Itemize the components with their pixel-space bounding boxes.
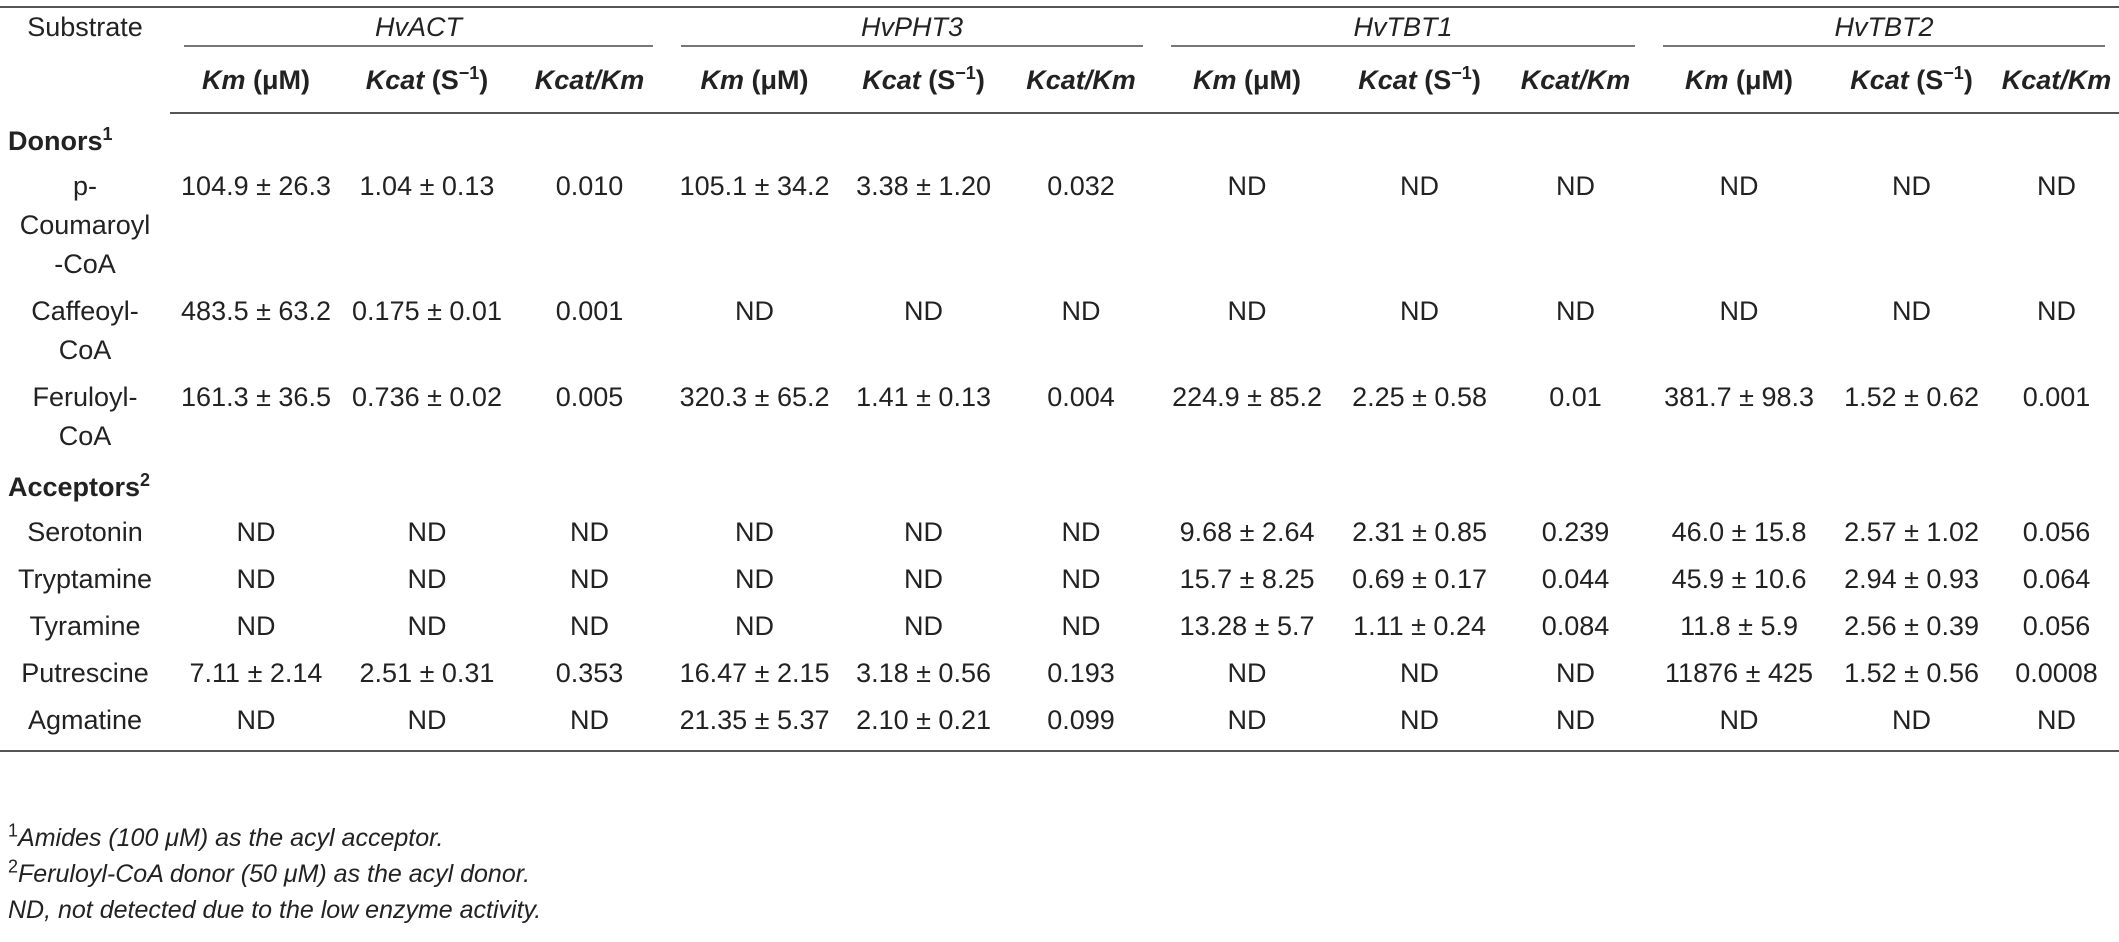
table-cell: ND <box>407 517 447 547</box>
table-cell: ND <box>1556 658 1596 688</box>
table-cell: 1.04 ± 0.13 <box>359 171 495 201</box>
section-label: Acceptors$^2$ <box>8 470 151 502</box>
table-cell: ND <box>904 611 944 641</box>
table-cell: 0.004 <box>1047 382 1115 412</box>
table-cell: ND <box>236 611 276 641</box>
table-cell: 161.3 ± 36.5 <box>181 382 331 412</box>
enzyme-header-hvtbt2: HvTBT2 <box>1649 7 2119 47</box>
table-cell: ND <box>1227 296 1267 326</box>
table-cell: ND <box>570 517 610 547</box>
table-cell: ND <box>1502 697 1649 751</box>
substrate-header: Substrate <box>0 7 170 113</box>
table-row <box>0 650 2119 697</box>
table-cell: ND <box>1400 296 1440 326</box>
table-cell: 0.736 ± 0.02 <box>352 382 502 412</box>
table-cell: 0.064 <box>2022 564 2091 594</box>
table-row <box>0 697 2119 751</box>
table-row <box>0 163 2119 288</box>
table-cell: 1.41 ± 0.13 <box>856 382 991 412</box>
table-cell: ND <box>512 697 667 751</box>
table-cell: 2.31 ± 0.85 <box>1352 517 1487 547</box>
table-cell: 0.175 ± 0.01 <box>352 296 502 326</box>
table-cell: 224.9 ± 85.2 <box>1172 382 1322 412</box>
table-cell: 2.94 ± 0.93 <box>1844 564 1979 594</box>
table-cell: 0.084 <box>1541 611 1610 641</box>
table-cell: ND <box>735 296 775 326</box>
table-cell: 9.68 ± 2.64 <box>1179 517 1315 547</box>
table-cell: ND <box>1337 697 1502 751</box>
enzyme-header-row <box>0 7 2119 47</box>
table-cell: 0.010 <box>555 171 624 201</box>
table-cell: ND <box>735 564 775 594</box>
footnote: ND, not detected due to the low enzyme activity. <box>8 896 542 924</box>
table-cell: 7.11 ± 2.14 <box>189 658 323 688</box>
table-cell: 11876 ± 425 <box>1665 658 1813 688</box>
substrate-name: Tyramine <box>29 611 141 641</box>
table-cell: ND <box>342 697 512 751</box>
table-cell: ND <box>2037 171 2077 201</box>
table-cell: 1.11 ± 0.24 <box>1353 611 1486 641</box>
table-cell: 46.0 ± 15.8 <box>1671 517 1807 547</box>
table-cell: 0.001 <box>2022 382 2091 412</box>
kinetics-table <box>0 6 2119 752</box>
substrate-name: Putrescine <box>21 658 149 688</box>
table-cell: ND <box>1719 171 1759 201</box>
table-row <box>0 556 2119 603</box>
table-cell: 15.7 ± 8.25 <box>1179 564 1315 594</box>
table-body <box>0 113 2119 751</box>
table-cell: 381.7 ± 98.3 <box>1664 382 1814 412</box>
table-cell: 21.35 ± 5.37 <box>667 697 842 751</box>
table-cell: 0.0008 <box>2015 658 2098 688</box>
table-cell: ND <box>1892 296 1932 326</box>
table-cell: ND <box>1061 564 1101 594</box>
table-cell: ND <box>1157 697 1337 751</box>
table-cell: ND <box>236 564 276 594</box>
table-cell: ND <box>1829 697 1994 751</box>
table-cell: ND <box>570 611 610 641</box>
substrate-name: Caffeoyl- CoA <box>31 296 139 365</box>
substrate-name: Feruloyl- CoA <box>32 382 138 451</box>
table-cell: 0.056 <box>2022 611 2091 641</box>
table-cell: 45.9 ± 10.6 <box>1671 564 1807 594</box>
table-cell: 0.005 <box>555 382 624 412</box>
kcat-header: Kcat $(S^{-1})$ <box>842 47 1005 113</box>
table-cell: ND <box>1556 296 1596 326</box>
enzyme-header-hvact: HvACT <box>170 7 667 47</box>
table-cell: ND <box>1227 658 1267 688</box>
table-cell: 11.8 ± 5.9 <box>1680 611 1798 641</box>
table-row <box>0 603 2119 650</box>
section-row <box>0 460 2119 509</box>
footnote: $^2$Feruloyl-CoA donor (50 μM) as the acyl donor. <box>8 856 531 888</box>
km-header: Km (μM) <box>667 47 842 113</box>
km-header: Km (μM) <box>170 47 342 113</box>
km-header: Km (μM) <box>1157 47 1337 113</box>
table-cell: ND <box>1061 517 1101 547</box>
table-cell: 0.01 <box>1549 382 1602 412</box>
table-cell: ND <box>1400 171 1440 201</box>
section-label: Donors$^1$ <box>8 124 113 156</box>
table-cell: 2.57 ± 1.02 <box>1844 517 1979 547</box>
table-cell: ND <box>1556 171 1596 201</box>
table-cell: 0.353 <box>555 658 624 688</box>
kcat-header: Kcat $(S^{-1})$ <box>342 47 512 113</box>
km-header: Km (μM) <box>1649 47 1829 113</box>
table-cell: 2.10 ± 0.21 <box>842 697 1005 751</box>
kcat-km-header: Kcat/Km <box>1005 47 1157 113</box>
table-cell: ND <box>570 564 610 594</box>
table-cell: 16.47 ± 2.15 <box>679 658 830 688</box>
table-cell: ND <box>735 517 775 547</box>
substrate-name: Agmatine <box>0 697 170 751</box>
table-cell: ND <box>1649 697 1829 751</box>
table-cell: 105.1 ± 34.2 <box>679 171 830 201</box>
kcat-header: Kcat $(S^{-1})$ <box>1337 47 1502 113</box>
substrate-name: p- Coumaroyl -CoA <box>19 171 151 279</box>
parameter-header-row <box>0 47 2119 113</box>
footnote: $^1$Amides (100 μM) as the acyl acceptor. <box>8 820 444 852</box>
table-cell: ND <box>2037 296 2077 326</box>
section-row <box>0 113 2119 163</box>
table-cell: ND <box>1061 611 1101 641</box>
substrate-name: Serotonin <box>27 517 143 547</box>
table-cell: ND <box>170 697 342 751</box>
enzyme-header-hvtbt1: HvTBT1 <box>1157 7 1649 47</box>
table-cell: 3.18 ± 0.56 <box>856 658 991 688</box>
kcat-km-header: Kcat/Km <box>1994 47 2119 113</box>
table-cell: 483.5 ± 63.2 <box>181 296 331 326</box>
table-cell: 0.032 <box>1047 171 1115 201</box>
table-cell: ND <box>407 611 447 641</box>
table-cell: ND <box>904 564 944 594</box>
table-cell: 0.044 <box>1541 564 1610 594</box>
footnotes <box>8 820 541 928</box>
table-cell: 3.38 ± 1.20 <box>856 171 991 201</box>
kcat-km-header: Kcat/Km <box>512 47 667 113</box>
table-cell: 0.69 ± 0.17 <box>1352 564 1487 594</box>
table-cell: ND <box>1892 171 1932 201</box>
table-cell: ND <box>236 517 276 547</box>
table-cell: 1.52 ± 0.62 <box>1844 382 1979 412</box>
table-cell: ND <box>1400 658 1440 688</box>
table-cell: ND <box>1994 697 2119 751</box>
table-cell: ND <box>1061 296 1101 326</box>
table-row <box>0 288 2119 374</box>
table-cell: 2.51 ± 0.31 <box>359 658 495 688</box>
table-cell: 0.056 <box>2022 517 2091 547</box>
table-cell: 0.193 <box>1047 658 1115 688</box>
kcat-km-header: Kcat/Km <box>1502 47 1649 113</box>
table-cell: ND <box>904 296 944 326</box>
table-cell: 1.52 ± 0.56 <box>1844 658 1979 688</box>
table-cell: 104.9 ± 26.3 <box>181 171 331 201</box>
table-cell: 0.239 <box>1541 517 1610 547</box>
table-cell: 0.001 <box>555 296 624 326</box>
table-row <box>0 374 2119 460</box>
substrate-name: Tryptamine <box>17 564 153 594</box>
table-cell: ND <box>407 564 447 594</box>
table-row <box>0 509 2119 556</box>
table-cell: 0.099 <box>1005 697 1157 751</box>
enzyme-header-hvpht3: HvPHT3 <box>667 7 1157 47</box>
table-cell: 2.56 ± 0.39 <box>1844 611 1979 641</box>
table-cell: 320.3 ± 65.2 <box>679 382 830 412</box>
table-cell: ND <box>1719 296 1759 326</box>
table-cell: ND <box>904 517 944 547</box>
table-cell: 13.28 ± 5.7 <box>1179 611 1315 641</box>
table-cell: 2.25 ± 0.58 <box>1352 382 1487 412</box>
table-cell: ND <box>735 611 775 641</box>
kcat-header: Kcat $(S^{-1})$ <box>1829 47 1994 113</box>
table-cell: ND <box>1227 171 1267 201</box>
